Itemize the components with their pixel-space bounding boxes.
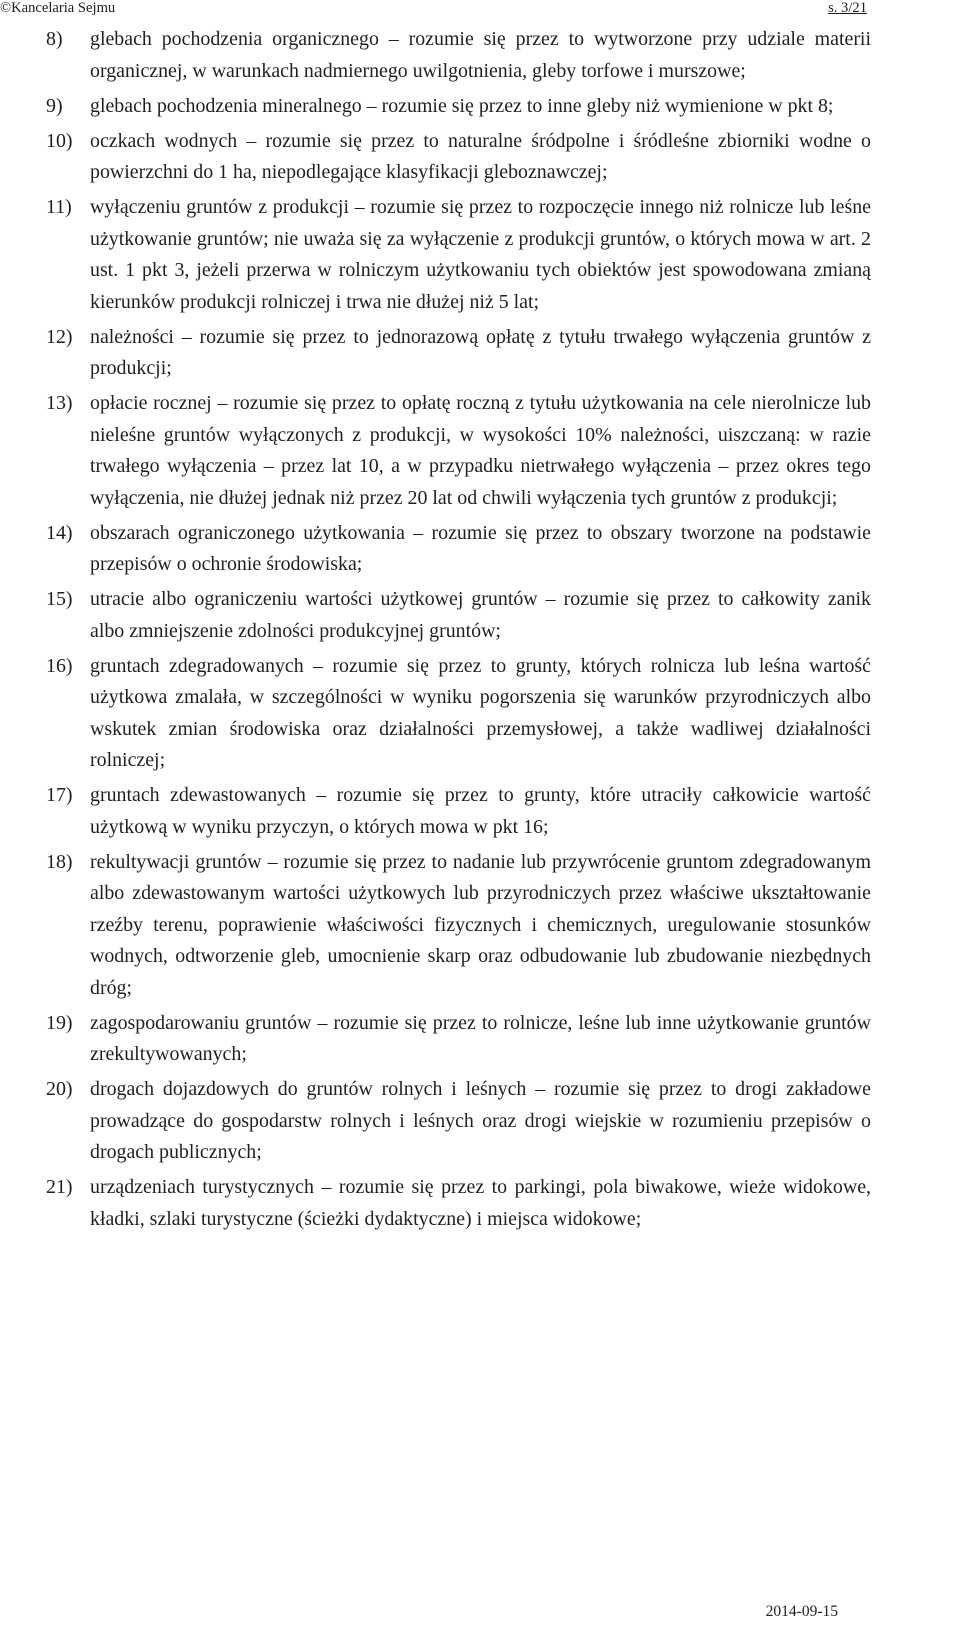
list-item — [46, 780, 871, 843]
list-item — [46, 24, 871, 87]
list-item — [46, 847, 871, 1005]
item-text: gruntach zdewastowanych – rozumie się przez to grunty, które utraciły całkowicie wartość użytkową w wyniku przyczyn, o których mowa w pkt 16; — [90, 784, 871, 838]
item-number: 12) — [46, 325, 73, 348]
item-number: 15) — [46, 588, 73, 610]
list-item — [46, 518, 871, 581]
list-item — [46, 192, 871, 318]
list-item — [46, 91, 871, 123]
item-text: glebach pochodzenia mineralnego – rozumie się przez to inne gleby niż wymienione w pkt 8; — [90, 94, 834, 117]
item-text: gruntach zdegradowanych – rozumie się przez to grunty, których rolnicza lub leśna wartość użytkowa zmalała, w szczególności w wyniku pogorszenia się warunków przyrodniczych albo wskutek zmian środowiska oraz działalności przemysłowej, a także wadliwej działalności rolniczej; — [90, 654, 871, 771]
item-text: glebach pochodzenia organicznego – rozumie się przez to wytworzone przy udziale materii organicznej, w warunkach nadmiernego uwilgotnienia, gleby torfowe i murszowe; — [90, 28, 871, 82]
list-item — [46, 126, 871, 189]
item-number: 14) — [46, 521, 73, 544]
item-number: 9) — [46, 94, 63, 117]
item-text: wyłączeniu gruntów z produkcji – rozumie się przez to rozpoczęcie innego niż rolnicze lub leśne użytkowanie gruntów; nie uważa się za wyłączenie z produkcji gruntów, o których mowa w art. 2 ust. 1 pkt 3, jeżeli przerwa w rolniczym użytkowaniu tych obiektów jest spowodowana zmianą kierunków produkcji rolniczej i trwa nie dłużej niż 5 lat; — [90, 196, 871, 313]
item-number: 21) — [46, 1176, 73, 1198]
item-text: oczkach wodnych – rozumie się przez to naturalne śródpolne i śródleśne zbiorniki wodne o powierzchni do 1 ha, niepodlegające klasyfikacji gleboznawczej; — [90, 129, 871, 183]
item-text: urządzeniach turystycznych – rozumie się przez to parkingi, pola biwakowe, wieże widokowe, kładki, szlaki turystyczne (ścieżki dydaktyczne) i miejsca widokowe; — [90, 1176, 871, 1230]
item-text: drogach dojazdowych do gruntów rolnych i leśnych – rozumie się przez to drogi zakładowe prowadzące do gospodarstw rolnych i leśnych oraz drogi wiejskie w rozumieniu przepisów o drogach publicznych; — [90, 1078, 871, 1163]
item-text: zagospodarowaniu gruntów – rozumie się przez to rolnicze, leśne lub inne użytkowanie gruntów zrekultywowanych; — [90, 1011, 871, 1065]
item-text: obszarach ograniczonego użytkowania – rozumie się przez to obszary tworzone na podstawie przepisów o ochronie środowiska; — [90, 521, 871, 575]
list-item — [46, 651, 871, 777]
item-number: 17) — [46, 784, 73, 806]
copyright-label: ©Kancelaria Sejmu — [0, 0, 116, 16]
item-number: 13) — [46, 392, 73, 414]
item-number: 11) — [46, 196, 72, 218]
list-item — [46, 388, 871, 514]
list-item — [46, 1008, 871, 1071]
publication-date: 2014-09-15 — [765, 1603, 838, 1620]
page-header — [0, 0, 867, 17]
page-number: s. 3/21 — [828, 0, 867, 16]
list-item — [46, 584, 871, 647]
definitions-list — [46, 24, 871, 1239]
item-number: 18) — [46, 850, 73, 873]
item-number: 19) — [46, 1011, 73, 1034]
list-item — [46, 1172, 871, 1235]
item-text: rekultywacji gruntów – rozumie się przez to nadanie lub przywrócenie gruntom zdegradowanym albo zdewastowanym wartości użytkowych lub przyrodniczych przez właściwe ukształtowanie rzeźby terenu, poprawienie właściwości fizycznych i chemicznych, uregulowanie stosunków wodnych, odtworzenie gleb, umocnienie skarp oraz odbudowanie lub zbudowanie niezbędnych dróg; — [90, 850, 871, 999]
item-number: 8) — [46, 28, 63, 50]
item-number: 10) — [46, 129, 73, 152]
item-text: utracie albo ograniczeniu wartości użytkowej gruntów – rozumie się przez to całkowity zanik albo zmniejszenie zdolności produkcyjnej gruntów; — [90, 588, 871, 642]
item-text: należności – rozumie się przez to jednorazową opłatę z tytułu trwałego wyłączenia gruntów z produkcji; — [90, 325, 871, 379]
item-text: opłacie rocznej – rozumie się przez to opłatę roczną z tytułu użytkowania na cele nierolnicze lub nieleśne gruntów wyłączonych z produkcji, w wysokości 10% należności, uiszczaną: w razie trwałego wyłączenia – przez lat 10, a w przypadku nietrwałego wyłączenia – przez okres tego wyłączenia, nie dłużej jednak niż przez 20 lat od chwili wyłączenia tych gruntów z produkcji; — [90, 392, 871, 509]
list-item — [46, 1074, 871, 1169]
item-number: 16) — [46, 654, 73, 677]
list-item — [46, 322, 871, 385]
item-number: 20) — [46, 1078, 73, 1100]
